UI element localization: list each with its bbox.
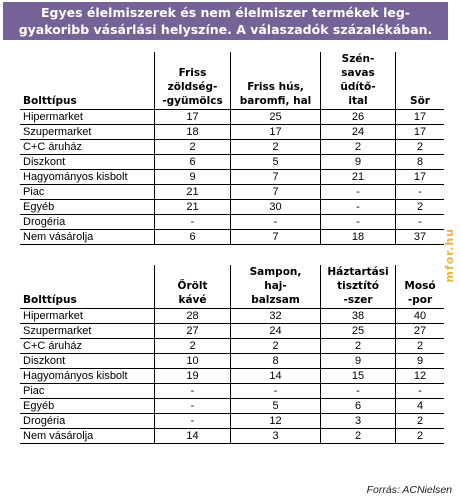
table-cell: 6 [321, 399, 396, 414]
header-fresh-meat [231, 52, 321, 110]
table-cell: 2 [231, 339, 321, 354]
table-cell: 14 [155, 429, 231, 444]
header-text: Bolttípus [23, 95, 77, 107]
table-cell: 5 [231, 399, 321, 414]
title-line-1: Egyes élelmiszerek és nem élelmiszer termékek leg- [41, 5, 410, 20]
table-cell: 18 [155, 125, 231, 140]
table-row [20, 324, 444, 339]
header-text: -szer [343, 294, 373, 306]
row-label: Szupermarket [20, 125, 155, 140]
header-soft-drink [321, 52, 396, 110]
table-row [20, 155, 444, 170]
table-cell: 2 [321, 429, 396, 444]
table-cell: 4 [396, 399, 445, 414]
table-row [20, 230, 444, 245]
table-cell: 17 [396, 170, 445, 185]
table-cell: 17 [231, 125, 321, 140]
title-line-2: gyakoribb vásárlási helyszíne. A válaszadók százalékában. [18, 22, 433, 37]
table-header-row [20, 265, 444, 309]
table-cell: 7 [231, 230, 321, 245]
table-header-row [20, 52, 444, 110]
table-cell: 17 [396, 125, 445, 140]
table-cell: - [155, 384, 231, 399]
table-cell: 24 [321, 125, 396, 140]
table-cell: 6 [155, 155, 231, 170]
header-text: üdítő- [340, 81, 376, 93]
table-cell: 2 [396, 339, 445, 354]
row-label: Egyéb [20, 399, 155, 414]
table-cell: 2 [396, 429, 445, 444]
header-text: kávé [178, 294, 207, 306]
table-cell: - [231, 215, 321, 230]
table-cell: 2 [231, 140, 321, 155]
table-cell: 5 [231, 155, 321, 170]
header-beer [396, 52, 445, 110]
table-cell: 2 [155, 339, 231, 354]
table-cell: 25 [231, 110, 321, 125]
table-cell: 32 [231, 309, 321, 324]
header-ground-coffee [155, 265, 231, 309]
header-text: Őrölt [177, 280, 208, 292]
table-row [20, 110, 444, 125]
table-nonfood [20, 265, 444, 444]
table-cell: 27 [396, 324, 445, 339]
row-label: C+C áruház [20, 339, 155, 354]
table-cell: 40 [396, 309, 445, 324]
table-cell: 9 [396, 354, 445, 369]
row-label: Nem vásárolja [20, 230, 155, 245]
table-cell: 8 [231, 354, 321, 369]
table-cell: 19 [155, 369, 231, 384]
table-cell: 9 [321, 354, 396, 369]
table-cell: 2 [396, 414, 445, 429]
header-text: -por [407, 294, 433, 306]
header-text: zöldség- [167, 81, 218, 93]
table-row [20, 140, 444, 155]
table-cell: - [321, 384, 396, 399]
table-row [20, 369, 444, 384]
table-cell: 17 [396, 110, 445, 125]
row-label: Piac [20, 384, 155, 399]
header-household-cleaner [321, 265, 396, 309]
table-cell: 30 [231, 200, 321, 215]
row-label: Drogéria [20, 215, 155, 230]
table-cell: - [155, 414, 231, 429]
table-cell: 28 [155, 309, 231, 324]
watermark-text: mfor.hu [443, 228, 456, 283]
row-label: C+C áruház [20, 140, 155, 155]
header-text: tisztító [337, 280, 379, 292]
table-cell: - [155, 215, 231, 230]
header-text: Bolttípus [23, 294, 77, 306]
header-text: haj- [264, 280, 287, 292]
table-cell: 14 [231, 369, 321, 384]
table-cell: 27 [155, 324, 231, 339]
row-label: Hagyományos kisbolt [20, 170, 155, 185]
table-cell: 25 [321, 324, 396, 339]
table-cell: 21 [155, 185, 231, 200]
table-row [20, 185, 444, 200]
table-cell: 6 [155, 230, 231, 245]
header-shampoo [231, 265, 321, 309]
header-detergent [396, 265, 445, 309]
header-text: savas [341, 67, 375, 79]
table-cell: 10 [155, 354, 231, 369]
table-row [20, 215, 444, 230]
table-cell: 12 [231, 414, 321, 429]
table-cell: - [231, 384, 321, 399]
header-text: -gyümölcs [162, 95, 223, 107]
table-row [20, 384, 444, 399]
table-cell: 7 [231, 170, 321, 185]
table-cell: - [396, 185, 445, 200]
table-cell: - [396, 215, 445, 230]
table-cell: 3 [231, 429, 321, 444]
table-cell: 21 [155, 200, 231, 215]
table-row [20, 339, 444, 354]
title-banner [3, 2, 448, 40]
table-cell: - [396, 384, 445, 399]
table-row [20, 414, 444, 429]
table-cell: 18 [321, 230, 396, 245]
header-text: Szén- [341, 53, 375, 65]
header-store-type [20, 52, 155, 110]
row-label: Hipermarket [20, 110, 155, 125]
table-food [20, 52, 444, 245]
table-cell: 37 [396, 230, 445, 245]
row-label: Piac [20, 185, 155, 200]
header-text: balzsam [251, 294, 300, 306]
row-label: Szupermarket [20, 324, 155, 339]
row-label: Drogéria [20, 414, 155, 429]
table-row [20, 125, 444, 140]
header-fresh-produce [155, 52, 231, 110]
header-text: Sör [410, 95, 430, 107]
table-row [20, 309, 444, 324]
header-text: Mosó [404, 280, 436, 292]
table-cell: - [321, 185, 396, 200]
table-cell: 21 [321, 170, 396, 185]
table-cell: 2 [155, 140, 231, 155]
header-text: Friss [178, 67, 207, 79]
table-cell: 38 [321, 309, 396, 324]
table-cell: 15 [321, 369, 396, 384]
table-cell: 7 [231, 185, 321, 200]
table-cell: - [321, 215, 396, 230]
table-cell: 9 [155, 170, 231, 185]
table-cell: 2 [321, 140, 396, 155]
table-row [20, 354, 444, 369]
header-text: Friss hús, [247, 81, 304, 93]
table-cell: 2 [321, 339, 396, 354]
table-cell: 8 [396, 155, 445, 170]
table-cell: - [321, 200, 396, 215]
header-text: Sampon, [249, 266, 302, 278]
header-text: baromfi, hal [239, 95, 312, 107]
row-label: Diszkont [20, 155, 155, 170]
table-cell: - [155, 399, 231, 414]
table-row [20, 429, 444, 444]
source-note: Forrás: ACNielsen [366, 484, 452, 496]
table-cell: 9 [321, 155, 396, 170]
row-label: Diszkont [20, 354, 155, 369]
table-cell: 3 [321, 414, 396, 429]
row-label: Nem vásárolja [20, 429, 155, 444]
header-store-type [20, 265, 155, 309]
row-label: Egyéb [20, 200, 155, 215]
table-cell: 26 [321, 110, 396, 125]
table-cell: 12 [396, 369, 445, 384]
table-cell: 2 [396, 140, 445, 155]
row-label: Hipermarket [20, 309, 155, 324]
table-cell: 2 [396, 200, 445, 215]
table-cell: 24 [231, 324, 321, 339]
header-text: ital [348, 95, 368, 107]
table-cell: 17 [155, 110, 231, 125]
table-row [20, 170, 444, 185]
row-label: Hagyományos kisbolt [20, 369, 155, 384]
table-row [20, 399, 444, 414]
table-row [20, 200, 444, 215]
header-text: Háztartási [327, 266, 389, 278]
